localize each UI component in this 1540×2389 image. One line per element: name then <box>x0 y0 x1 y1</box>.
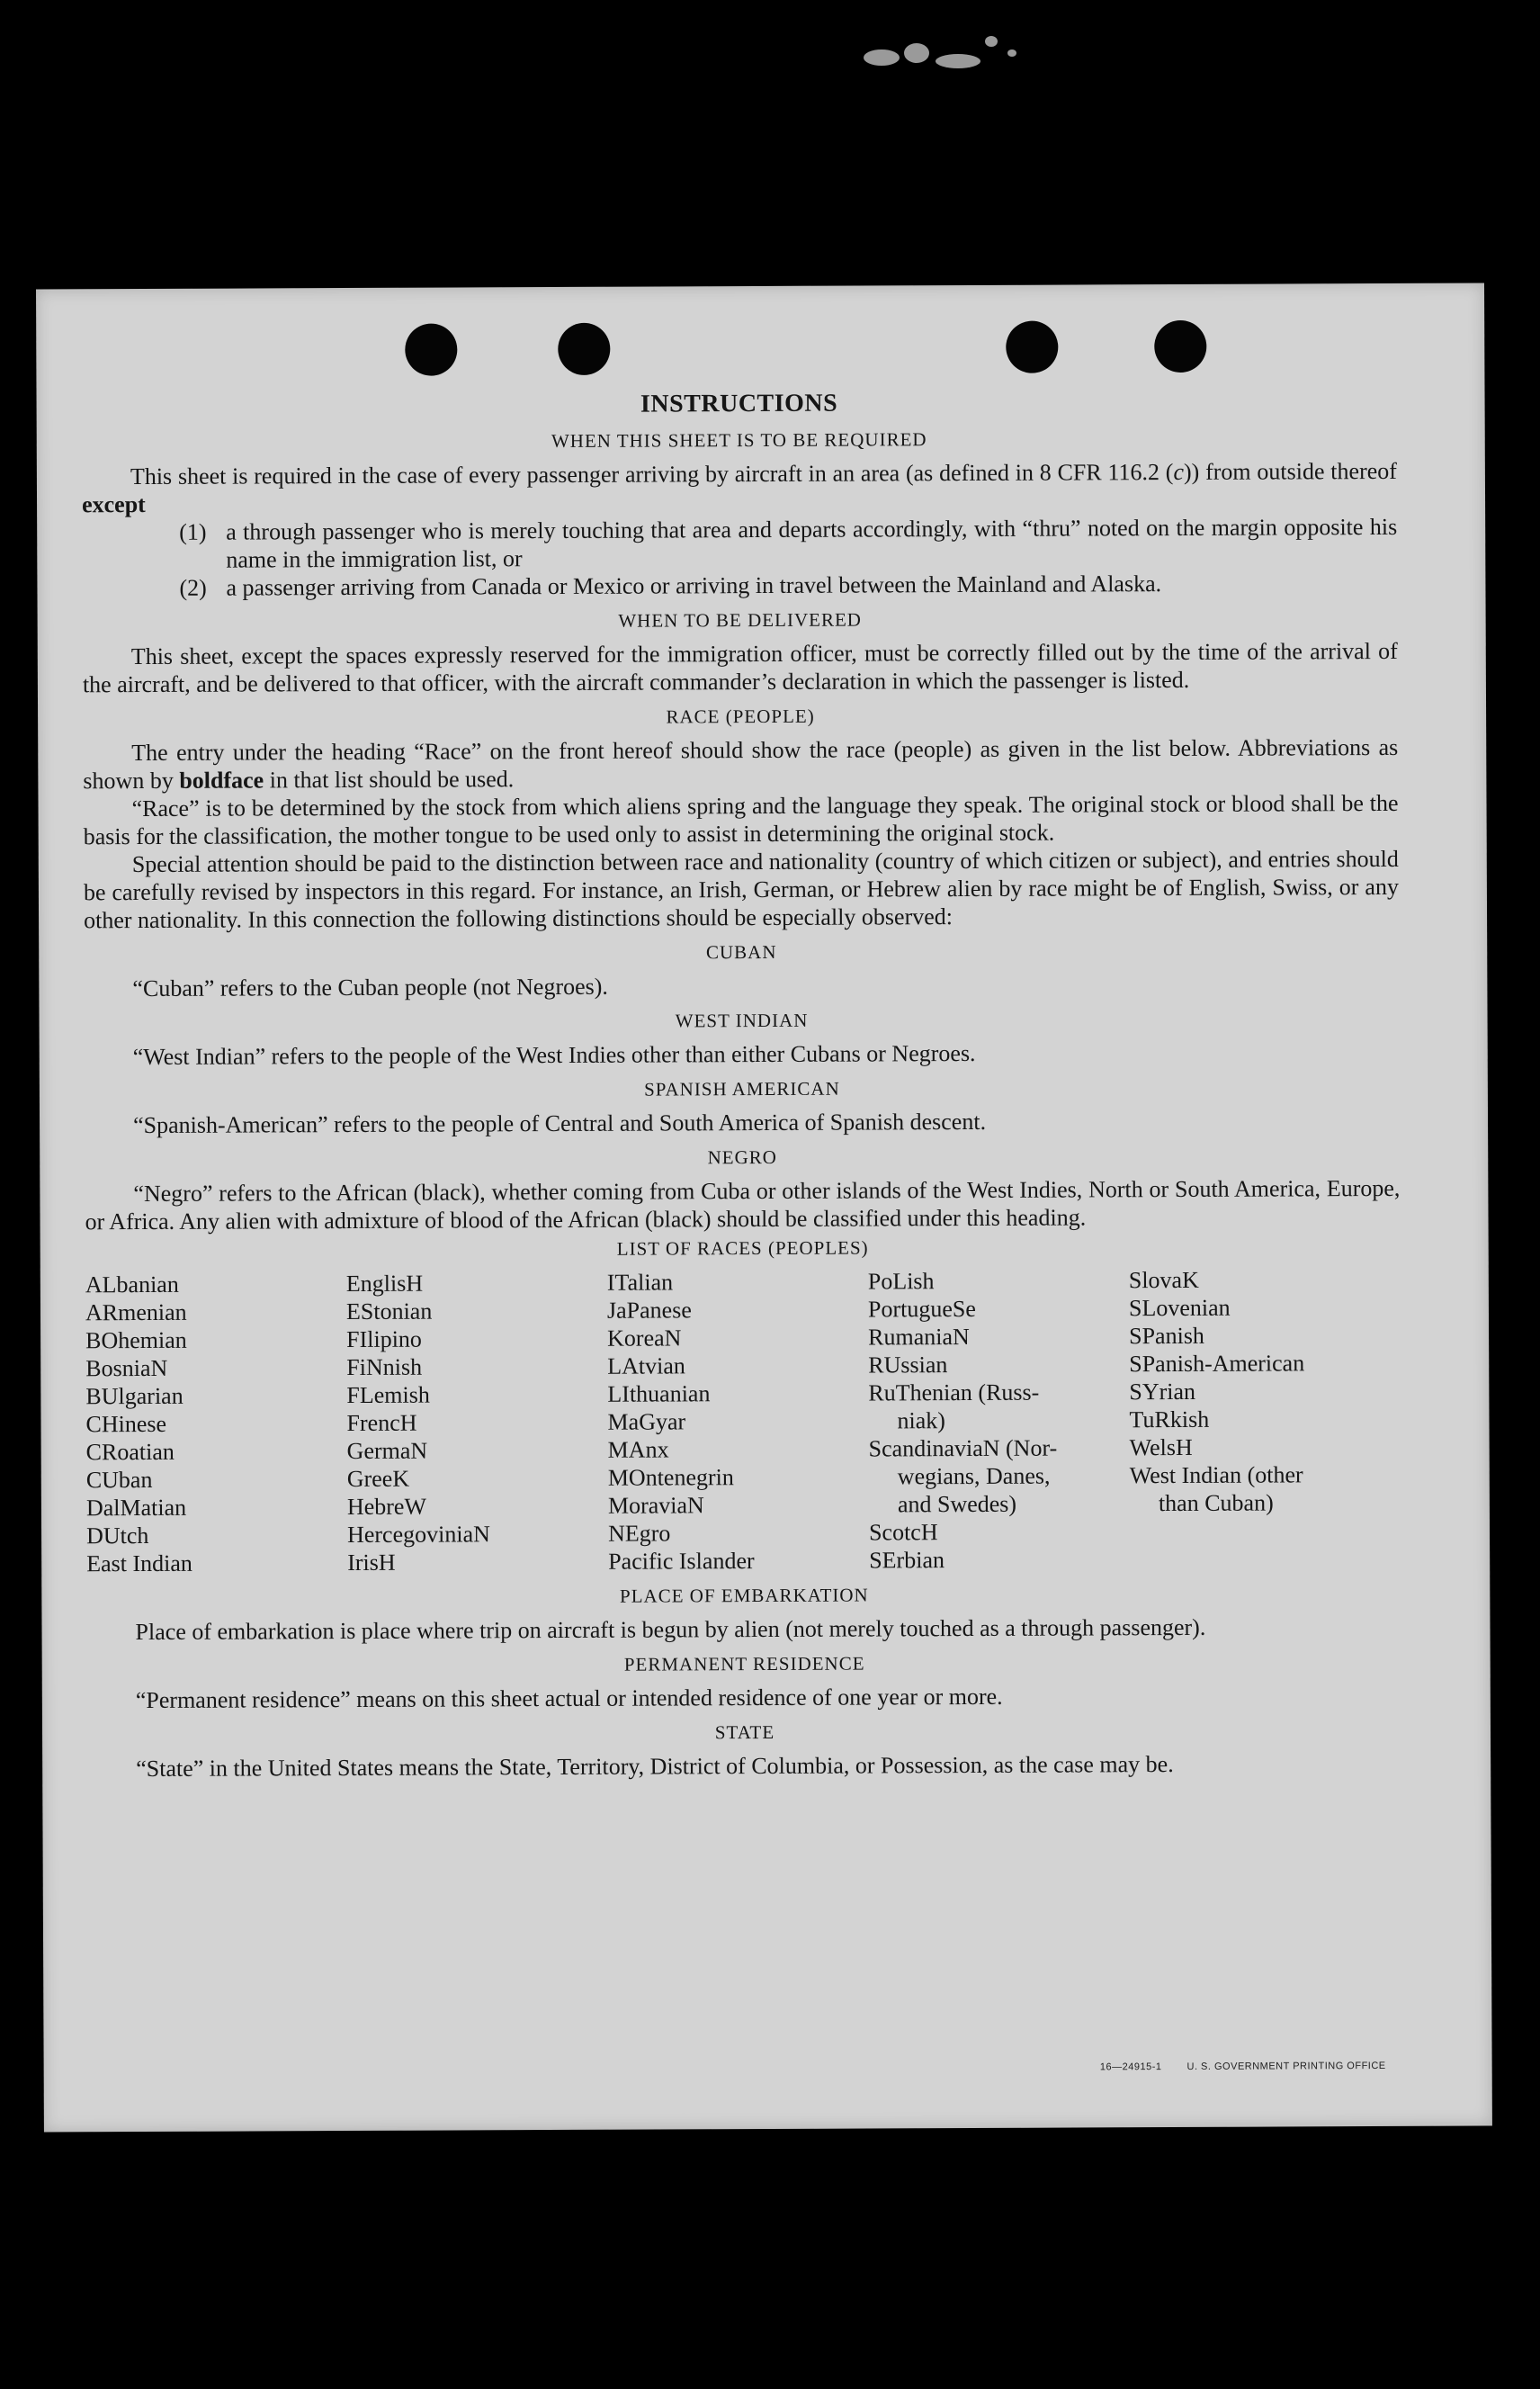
state-text: “State” in the United States means the State, Territory, District of Columbia, or Possession, as the case may be. <box>136 1751 1174 1783</box>
printer-name: U. S. GOVERNMENT PRINTING OFFICE <box>1186 2060 1386 2072</box>
race-entry: ScotcH <box>868 1519 938 1546</box>
race-entry: FIlipino <box>346 1325 422 1353</box>
list-text: a passenger arriving from Canada or Mexico or arriving in travel between the Mainland and Alaska. <box>226 570 1162 601</box>
race-entry: TuRkish <box>1129 1406 1210 1433</box>
section-heading-residence: PERMANENT RESIDENCE <box>623 1652 865 1675</box>
race-entry: FiNnish <box>346 1353 423 1381</box>
race-entry: EnglisH <box>345 1270 424 1298</box>
race-entry: ScandinaviaN (Nor- <box>868 1434 1058 1462</box>
punch-hole <box>558 323 610 375</box>
race-entry: DalMatian <box>85 1494 187 1522</box>
race-entry: SPanish <box>1129 1322 1204 1350</box>
section-heading-west-indian: WEST INDIAN <box>675 1009 809 1032</box>
race-entry: BOhemian <box>85 1326 187 1354</box>
section-heading-list-of-races: LIST OF RACES (PEOPLES) <box>616 1236 869 1260</box>
list-number: (2) <box>179 574 207 601</box>
when-delivered-text: This sheet, except the spaces expressly reserved for the immigration officer, must be correctly filled out by the time of the arrival of the aircraft, and be delivered to that officer, with the aircraft commander’s declaration in which the passenger is listed. <box>82 637 1398 698</box>
race-column <box>1129 1265 1391 1573</box>
race-column <box>85 1270 347 1577</box>
west-indian-text: “West Indian” refers to the people of the West Indies other than either Cubans or Negroes. <box>132 1039 976 1071</box>
document-sheet <box>36 283 1492 2132</box>
punch-hole <box>1154 320 1206 373</box>
race-entry: HebreW <box>346 1493 427 1521</box>
race-entry: GreeK <box>346 1465 410 1493</box>
negro-text: “Negro” refers to the African (black), whether coming from Cuba or other islands of the West Indies, North or South America, Europe, or Africa. Any alien with admixture of blood of the African (black) should be classified under this heading. <box>85 1174 1401 1235</box>
race-paragraph-3: Special attention should be paid to the distinction between race and nationality (country of which citizen or subject), and entries should be carefully revised by inspectors in this regard. For instance, an Irish, German, or Hebrew alien by race might be of English, Swiss, or any other nationality. In this connection the following distinctions should be especially observed: <box>83 845 1399 934</box>
race-entry: CHinese <box>85 1410 167 1438</box>
race-list <box>85 1265 1401 1577</box>
section-heading-state: STATE <box>714 1720 775 1744</box>
scan-speck <box>1007 49 1016 57</box>
race-entry: IrisH <box>347 1549 396 1576</box>
cuban-text: “Cuban” refers to the Cuban people (not Negroes). <box>132 973 608 1002</box>
race-entry: SErbian <box>869 1547 945 1574</box>
race-entry: NEgro <box>607 1520 671 1547</box>
race-entry: West Indian (other <box>1129 1461 1303 1489</box>
race-entry: SYrian <box>1129 1378 1196 1406</box>
race-entry: ALbanian <box>85 1271 179 1298</box>
race-entry: Pacific Islander <box>608 1548 755 1575</box>
scan-speck <box>904 43 929 63</box>
list-item <box>179 569 1397 602</box>
scan-speck <box>936 54 980 68</box>
race-entry: MOntenegrin <box>607 1464 734 1491</box>
section-heading-negro: NEGRO <box>707 1145 777 1169</box>
section-heading-cuban: CUBAN <box>705 940 777 964</box>
race-entry: GermaN <box>346 1437 428 1465</box>
race-entry: MAnx <box>607 1436 669 1463</box>
document-title: INSTRUCTIONS <box>640 389 838 418</box>
race-entry: and Swedes) <box>897 1490 1017 1518</box>
punch-hole <box>1006 321 1058 373</box>
race-entry: MaGyar <box>607 1408 686 1435</box>
race-entry: SLovenian <box>1128 1294 1231 1322</box>
race-paragraph-1: The entry under the heading “Race” on the front hereof should show the race (people) as given in the list below. Abbreviations as shown by boldface in that list should be used. <box>83 733 1399 795</box>
race-entry: PoLish <box>867 1268 935 1295</box>
race-entry: East Indian <box>86 1549 192 1577</box>
section-heading-when-required: WHEN THIS SHEET IS TO BE REQUIRED <box>551 428 927 453</box>
race-entry: RumaniaN <box>868 1323 970 1351</box>
spanish-american-text: “Spanish-American” refers to the people of Central and South America of Spanish descent. <box>132 1108 987 1139</box>
race-entry: RUssian <box>868 1352 948 1379</box>
section-heading-embarkation: PLACE OF EMBARKATION <box>619 1584 869 1607</box>
race-entry: KoreaN <box>607 1325 682 1352</box>
race-entry: LAtvian <box>607 1352 685 1379</box>
when-required-intro: This sheet is required in the case of every passenger arriving by aircraft in an area (as defined in 8 CFR 116.2 (c)) from outside thereof except <box>81 457 1397 518</box>
race-entry: BUlgarian <box>85 1382 184 1410</box>
race-column <box>346 1269 608 1576</box>
race-entry: SlovaK <box>1128 1266 1199 1294</box>
race-entry: LIthuanian <box>607 1380 711 1407</box>
race-entry: HercegoviniaN <box>346 1521 490 1549</box>
race-entry: EStonian <box>345 1298 433 1325</box>
race-entry: DUtch <box>85 1522 149 1549</box>
scan-speck <box>864 49 900 66</box>
list-number: (1) <box>179 518 207 545</box>
race-entry: niak) <box>897 1407 945 1434</box>
list-text: a through passenger who is merely touching that area and departs accordingly, with “thru” noted on the margin opposite his name in the immigration list, or <box>226 513 1398 573</box>
race-entry: JaPanese <box>606 1297 692 1324</box>
race-entry: CRoatian <box>85 1438 175 1466</box>
race-entry: ITalian <box>606 1269 674 1296</box>
section-heading-when-delivered: WHEN TO BE DELIVERED <box>618 608 862 632</box>
race-entry: SPanish-American <box>1129 1350 1305 1378</box>
list-item <box>179 513 1397 574</box>
form-number: 16—24915-1 <box>1099 2061 1162 2073</box>
section-heading-race: RACE (PEOPLE) <box>666 705 815 728</box>
race-entry: ARmenian <box>85 1298 187 1326</box>
race-entry: than Cuban) <box>1158 1489 1274 1517</box>
race-paragraph-2: “Race” is to be determined by the stock from which aliens spring and the language they speak. The original stock or blood shall be the basis for the classification, the mother tongue to be used only to assist in determining the original stock. <box>83 789 1399 850</box>
race-entry: BosniaN <box>85 1354 168 1382</box>
race-entry: FLemish <box>346 1381 430 1409</box>
section-heading-spanish-american: SPANISH AMERICAN <box>643 1077 840 1100</box>
residence-text: “Permanent residence” means on this sheet actual or intended residence of one year or more. <box>135 1683 1003 1714</box>
race-column <box>607 1267 869 1575</box>
footer-print-code <box>1100 2061 1386 2072</box>
punch-hole <box>405 323 457 375</box>
race-entry: WelsH <box>1129 1433 1193 1461</box>
race-column <box>868 1266 1130 1574</box>
race-entry: PortugueSe <box>867 1295 976 1323</box>
race-entry: wegians, Danes, <box>897 1462 1051 1490</box>
instructions-content <box>82 387 1403 1783</box>
scan-speck <box>985 36 998 47</box>
race-entry: MoraviaN <box>607 1492 704 1519</box>
embarkation-text: Place of embarkation is place where trip on aircraft is begun by alien (not merely touched as a through passenger). <box>135 1613 1206 1646</box>
race-entry: FrencH <box>346 1409 417 1437</box>
race-entry: CUban <box>85 1466 153 1494</box>
race-entry: RuThenian (Russ- <box>868 1379 1040 1406</box>
